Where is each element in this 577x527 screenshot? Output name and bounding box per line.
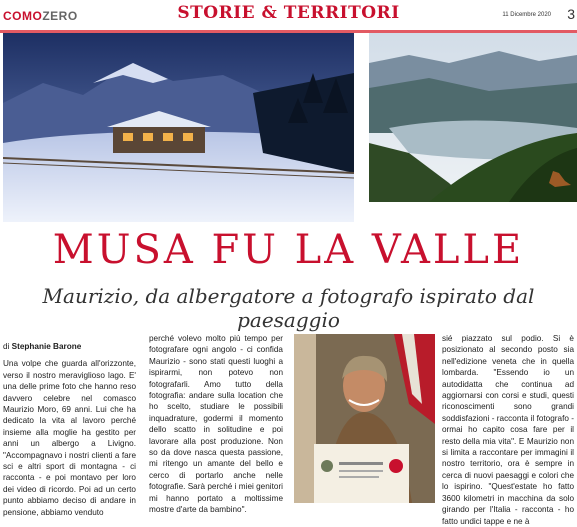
column-3-text: sié piazzato sul podio. Si è posizionato al secondo posto sia nell'edizione veneta che in quella lombarda. "Essendo io un autodidatta che continua ad aggiornarsi con corsi e studi, questi riconoscimenti sono grandi soddisfazioni - racconta il fotografo - ormai ho capito cosa fare per il resto della mia vita". E Maurizio non si limita a raccontare per immagini il nostro territorio, ora è sempre in cerca di nuovi paesaggi e colori che lo ispirino. "Quest'estate ho fatto 3600 kilometri in macchina da solo girando per l'Italia - racconta - ho fatto undici tappe e ne à	[442, 334, 574, 526]
page-number: 3	[567, 6, 575, 22]
column-2-text: perché volevo molto più tempo per fotografare ogni angolo - ci confida Maurizio - sono stati questi luoghi a ispirarmi, non potevo non fotografarli. Amo tutto della fotografia: andare sulla location che ho scelto, studiare le possibili inquadrature, godermi il momento dello scatto in solitudine e poi lavorare alla post produzione. Non so da dove nasca questa passione, mi ritengo un amante del bello e cerco di portarlo anche nelle fotografie. Sarà perché i miei genitori mi hanno portato a moltissime mostre d'arte da bambino".	[149, 334, 283, 515]
brand-part1: COMO	[3, 9, 43, 23]
article-column-1	[3, 341, 136, 518]
page-header	[0, 0, 577, 30]
article-subheadline: Maurizio, da albergatore a fotografo ispirato dal paesaggio	[42, 284, 535, 332]
lake-fox-photo	[369, 33, 577, 202]
photographer-portrait	[294, 334, 435, 503]
article-column-2	[149, 333, 283, 516]
byline	[3, 341, 136, 352]
byline-prefix: di	[3, 342, 10, 351]
issue-date: 11 Dicembre 2020	[502, 12, 551, 18]
section-title: STORIE & TERRITORI	[177, 3, 400, 23]
column-1-text: Una volpe che guarda all'orizzonte, verso il nostro meraviglioso lago. E' una delle prime foto che hanno reso davvero celebre nel comasco Maurizio Moro, 69 anni. Lui che ha dedicato la vita al lavoro perché insieme alla moglie ha gestito per anni un albergo a Livigno. "Accompagnavo i nostri clienti a fare sci e altri sport di montagna - ci racconta - e poi montavo per loro dei video di ricordo. Poi ad un certo punto abbiamo deciso di andare in pensione, abbiamo venduto	[3, 359, 136, 517]
author-name: Stephanie Barone	[11, 342, 82, 351]
snowy-lodge-photo	[3, 33, 354, 222]
brand-part2: ZERO	[42, 9, 78, 23]
article-headline: MUSA FU LA VALLE	[52, 227, 525, 273]
article-column-3	[442, 333, 574, 527]
